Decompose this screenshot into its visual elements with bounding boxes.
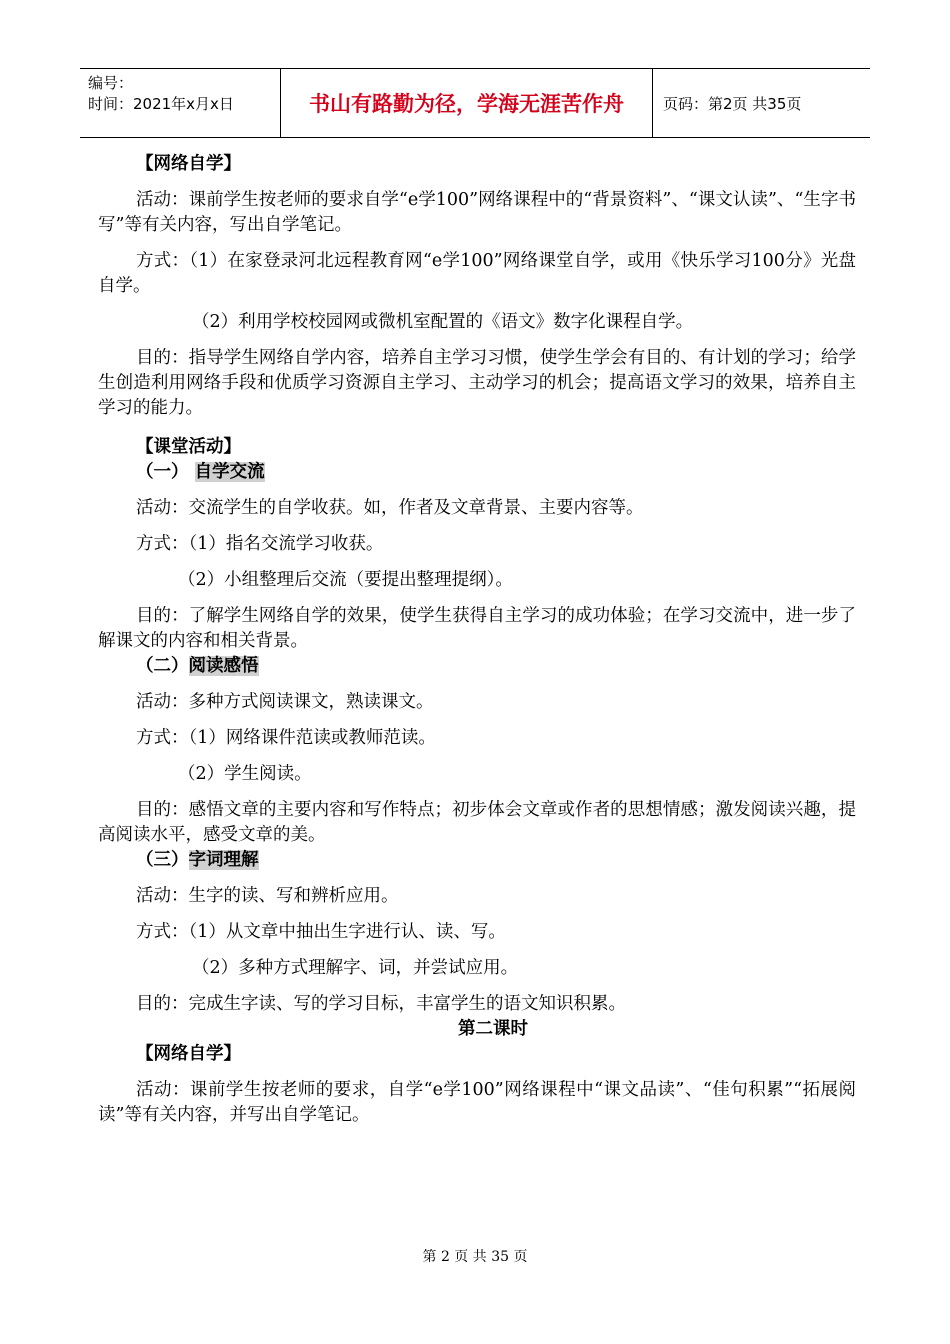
paragraph: （2）学生阅读。: [178, 764, 312, 784]
page-header: [80, 68, 870, 138]
subsection-label: 自学交流: [194, 462, 265, 482]
header-page-info: 页码：第2页 共35页: [663, 94, 802, 113]
paragraph: 目的：完成生字读、写的学习目标，丰富学生的语文知识积累。: [136, 994, 626, 1014]
paragraph: 目的：了解学生网络自学的效果，使学生获得自主学习的成功体验；在学习交流中，进一步了解课文的内容和相关背景。: [98, 606, 856, 651]
paragraph: 目的：指导学生网络自学内容，培养自主学习习惯，使学生学会有目的、有计划的学习；给学生创造利用网络手段和优质学习资源自主学习、主动学习的机会；提高语文学习的效果，培养自主学习的能力。: [98, 348, 856, 418]
subsection-title: [98, 460, 856, 485]
lesson-heading: 第二课时: [458, 1019, 528, 1039]
paragraph: （2）多种方式理解字、词，并尝试应用。: [192, 958, 519, 978]
subsection-label: 字词理解: [188, 850, 259, 870]
paragraph: 目的：感悟文章的主要内容和写作特点；初步体会文章或作者的思想情感；激发阅读兴趣，提高阅读水平，感受文章的美。: [98, 800, 856, 845]
section-title-online-study-2: 【网络自学】: [136, 1044, 241, 1064]
subsection-number: （一）: [136, 462, 189, 482]
paragraph: 方式：（1）从文章中抽出生字进行认、读、写。: [136, 922, 506, 942]
subsection-number: （三）: [136, 850, 189, 870]
paragraph: 活动：交流学生的自学收获。如，作者及文章背景、主要内容等。: [136, 498, 644, 518]
page-footer: 第 2 页 共 35 页: [422, 1249, 528, 1265]
paragraph: 活动：课前学生按老师的要求，自学“e学100”网络课程中“课文品读”、“佳句积累”“拓展阅读”等有关内容，并写出自学笔记。: [98, 1080, 856, 1125]
paragraph: （2）小组整理后交流（要提出整理提纲）。: [178, 570, 513, 590]
paragraph: 活动：课前学生按老师的要求自学“e学100”网络课程中的“背景资料”、“课文认读”、“生字书写”等有关内容，写出自学笔记。: [98, 190, 856, 235]
section-title-classroom: 【课堂活动】: [136, 437, 241, 457]
paragraph: （2）利用学校校园网或微机室配置的《语文》数字化课程自学。: [192, 312, 694, 332]
section-title-online-study: 【网络自学】: [136, 154, 241, 174]
header-motto: 书山有路勤为径，学海无涯苦作舟: [281, 69, 653, 137]
time-label: 时间：2021年x月x日: [88, 95, 234, 113]
subsection-label: 阅读感悟: [188, 656, 259, 676]
subsection-title: [98, 848, 856, 873]
paragraph: 活动：生字的读、写和辨析应用。: [136, 886, 399, 906]
subsection-title: [98, 654, 856, 679]
paragraph: 方式：（1）网络课件范读或教师范读。: [136, 728, 436, 748]
paragraph: 活动：多种方式阅读课文，熟读课文。: [136, 692, 434, 712]
paragraph: 方式：（1）在家登录河北远程教育网“e学100”网络课堂自学，或用《快乐学习100分》光盘自学。: [98, 251, 856, 296]
number-label: 编号：: [88, 74, 134, 92]
subsection-number: （二）: [136, 656, 189, 676]
paragraph: 方式：（1）指名交流学习收获。: [136, 534, 384, 554]
document-body: [98, 152, 856, 1128]
header-meta: [80, 69, 281, 137]
